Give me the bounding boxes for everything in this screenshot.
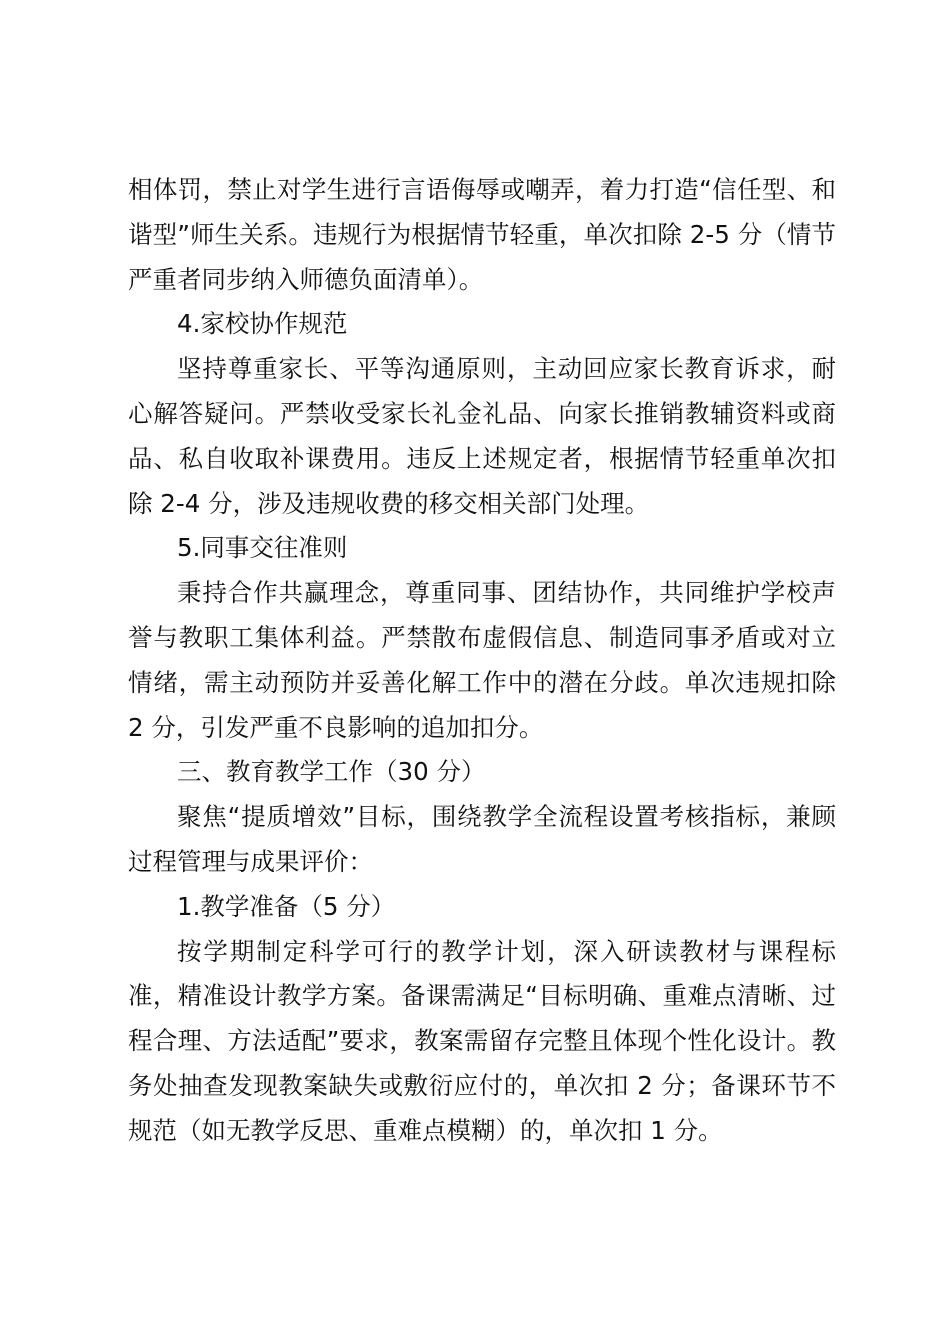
paragraph-home-school-cooperation: 坚持尊重家长、平等沟通原则，主动回应家长教育诉求，耐心解答疑问。严禁收受家长礼金礼品、向家长推销教辅资料或商品、私自收取补课费用。违反上述规定者，根据情节轻重单次扣除 2-4 分，涉及违规收费的移交相关部门处理。 (128, 354, 836, 518)
paragraph-teaching-preparation: 按学期制定科学可行的教学计划，深入研读教材与课程标准，精准设计教学方案。备课需满足“目标明确、重难点清晰、过程合理、方法适配”要求，教案需留存完整且体现个性化设计。教务处抽查发现教案缺失或敷衍应付的，单次扣 2 分；备课环节不规范（如无教学反思、重难点模糊）的，单次扣 1 分。 (128, 936, 836, 1145)
heading-colleague-relations: 5.同事交往准则 (177, 533, 348, 563)
paragraph-teaching-work-intro: 聚焦“提质增效”目标，围绕教学全流程设置考核指标，兼顾过程管理与成果评价： (128, 802, 836, 876)
heading-teaching-preparation: 1.教学准备（5 分） (177, 891, 396, 921)
paragraph-colleague-relations: 秉持合作共赢理念，尊重同事、团结协作，共同维护学校声誉与教职工集体利益。严禁散布虚假信息、制造同事矛盾或对立情绪，需主动预防并妥善化解工作中的潜在分歧。单次违规扣除 2 分，引发严重不良影响的追加扣分。 (128, 578, 836, 742)
paragraph-teacher-student-cont: 相体罚，禁止对学生进行言语侮辱或嘲弄，着力打造“信任型、和谐型”师生关系。违规行为根据情节轻重，单次扣除 2-5 分（情节严重者同步纳入师德负面清单）。 (128, 175, 836, 294)
heading-home-school-cooperation: 4.家校协作规范 (177, 309, 348, 339)
heading-teaching-work: 三、教育教学工作（30 分） (177, 757, 486, 787)
document-body (128, 168, 836, 1154)
